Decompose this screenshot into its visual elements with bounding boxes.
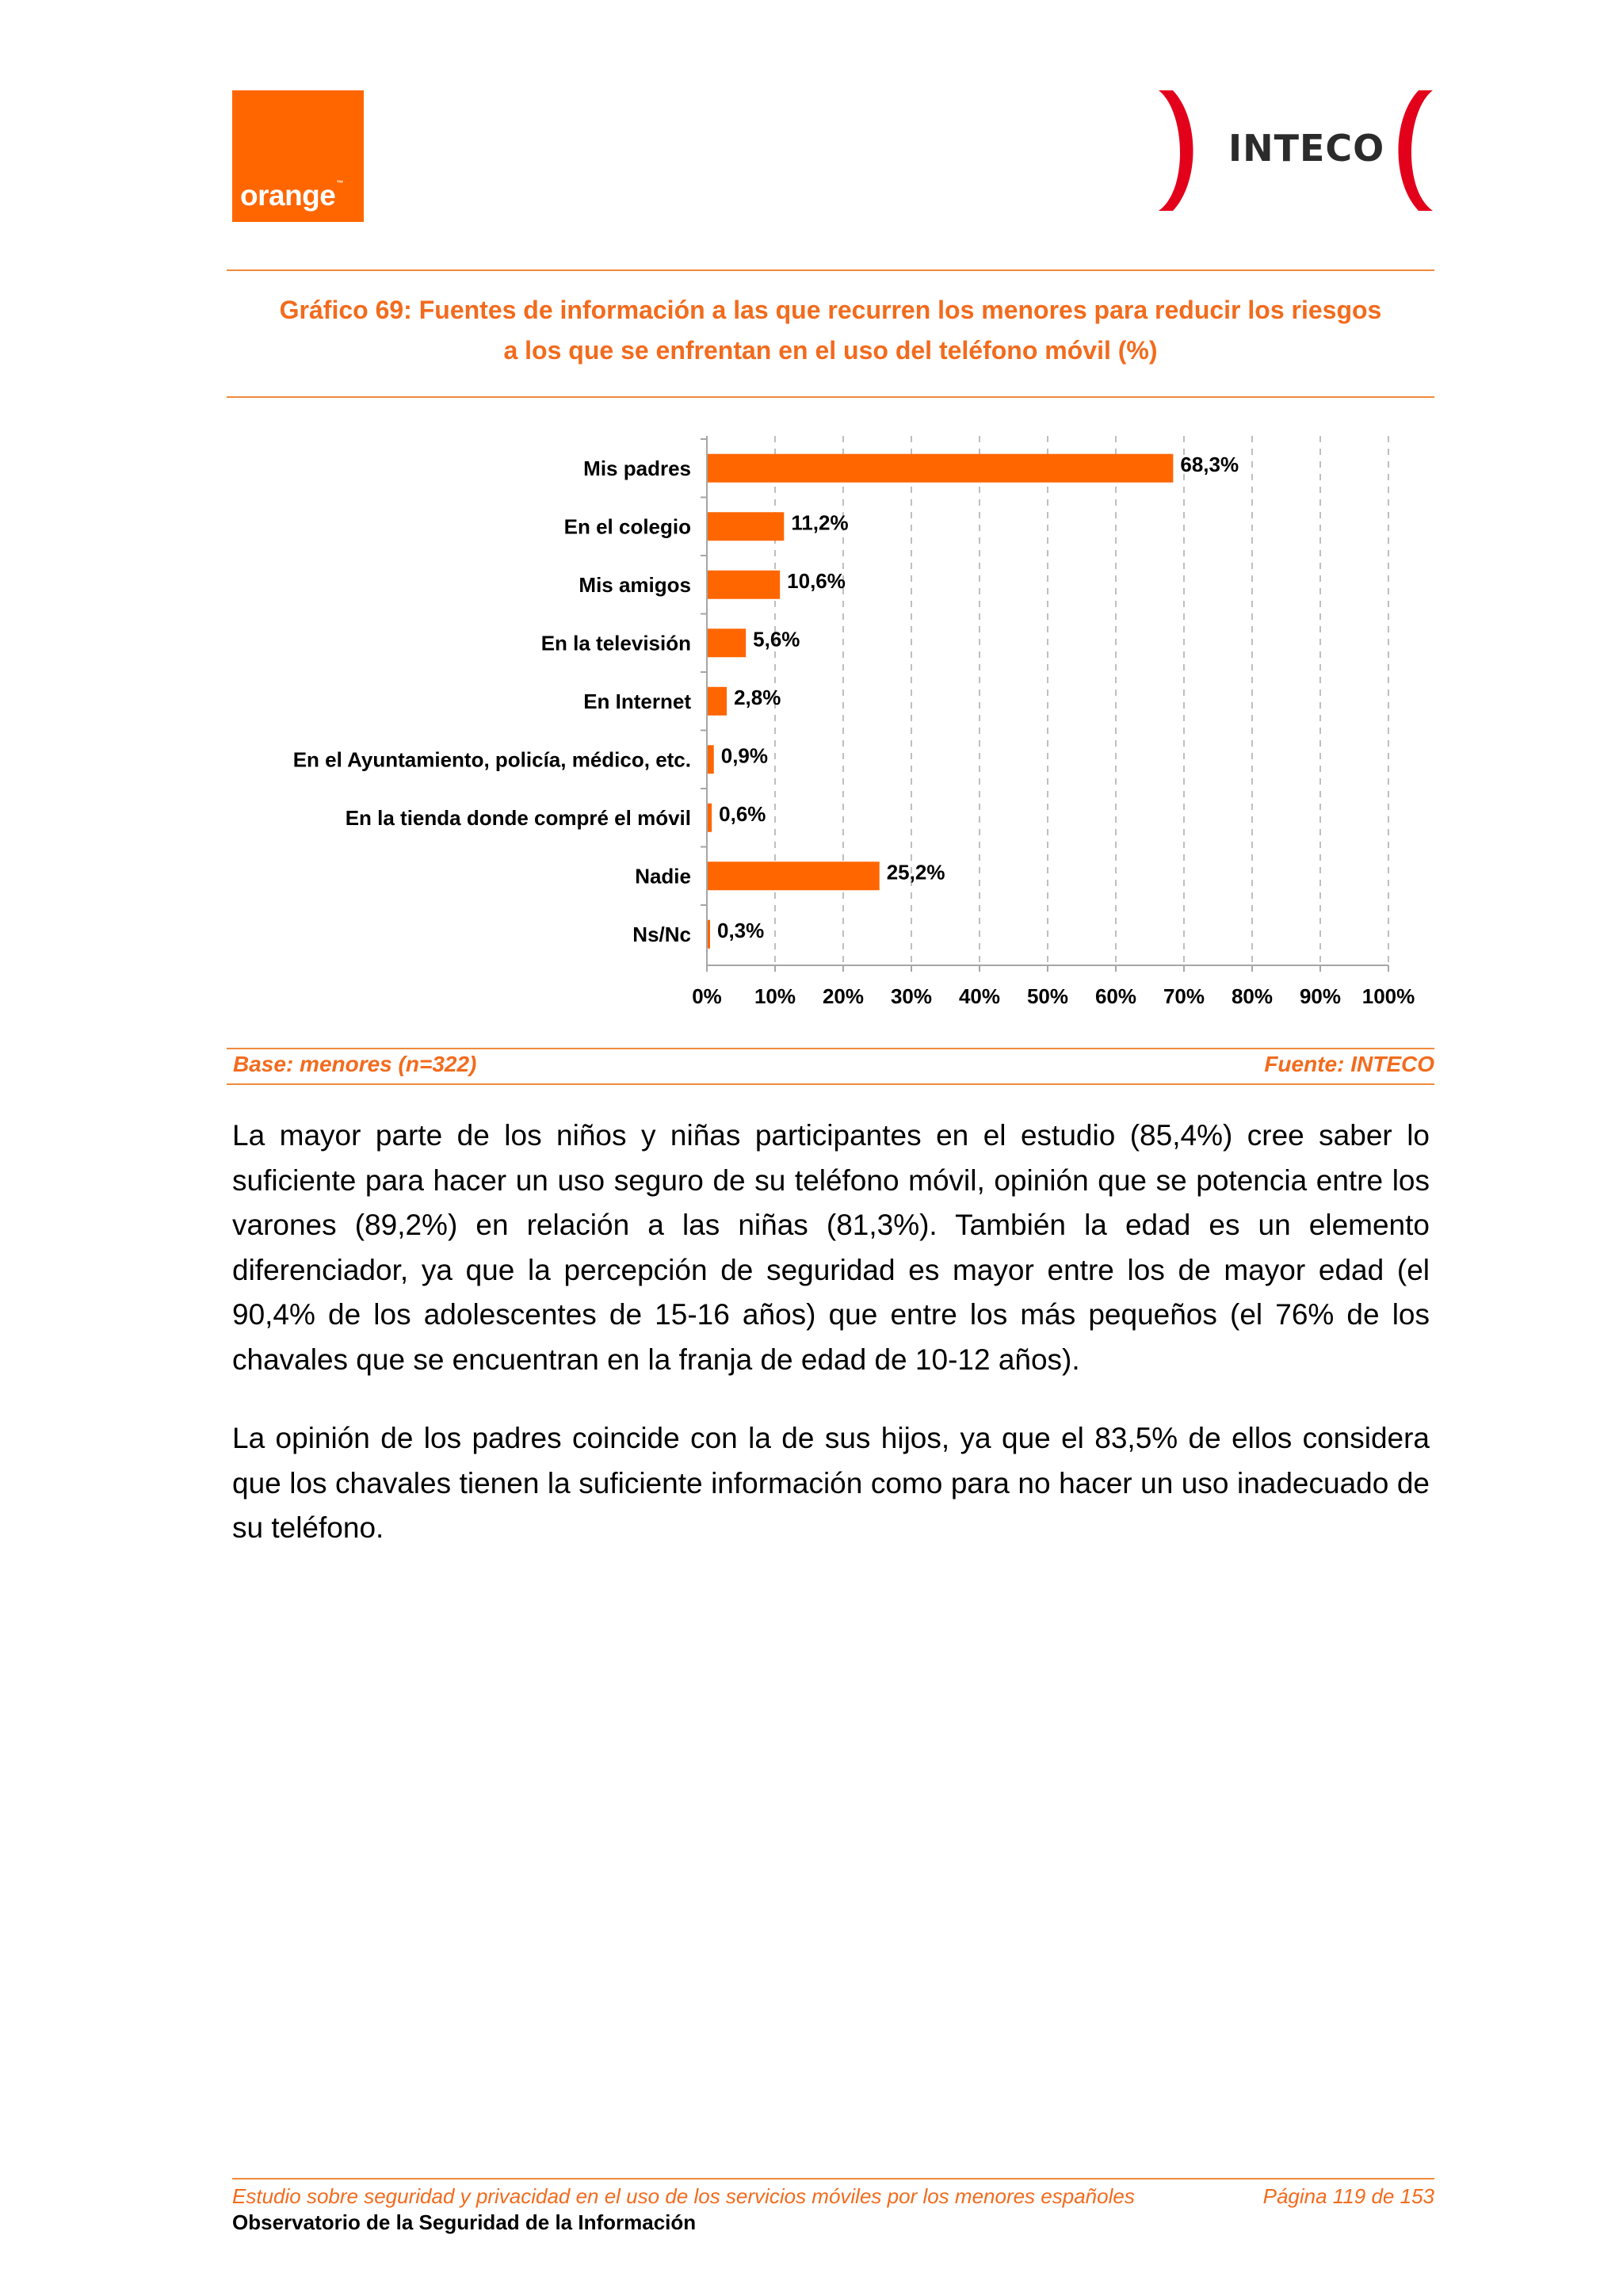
bar xyxy=(708,804,712,832)
title-bottom-rule xyxy=(227,396,1434,398)
category-label: En el colegio xyxy=(563,514,691,539)
bar-chart-svg xyxy=(227,420,1434,1022)
x-tick-label: 80% xyxy=(1231,984,1274,1008)
inteco-logo xyxy=(1149,87,1442,214)
bar xyxy=(708,920,710,949)
x-tick-label: 100% xyxy=(1361,984,1415,1008)
chart-title-line-2: a los que se enfrentan en el uso del teléfono móvil (%) xyxy=(503,336,1158,365)
x-tick-label: 50% xyxy=(1026,984,1069,1008)
bar xyxy=(708,454,1173,483)
x-tick-label: 70% xyxy=(1163,984,1205,1008)
category-label: En el Ayuntamiento, policía, médico, etc. xyxy=(292,747,691,772)
category-label: Nadie xyxy=(635,864,691,888)
orange-logo xyxy=(232,90,364,222)
chart-title xyxy=(227,290,1434,371)
source-note: Fuente: INTECO xyxy=(1264,1052,1434,1076)
x-tick-label: 10% xyxy=(754,984,796,1008)
value-label: 25,2% xyxy=(886,860,945,884)
x-tick-label: 40% xyxy=(958,984,1001,1008)
value-label: 11,2% xyxy=(791,510,849,535)
bar xyxy=(708,687,727,716)
chart-title-line-1: Gráfico 69: Fuentes de información a las que recurren los menores para reducir los riesgos xyxy=(279,296,1382,324)
inteco-logo-text: INTECO xyxy=(1228,127,1385,170)
bar xyxy=(708,745,714,774)
value-label: 0,3% xyxy=(717,918,765,942)
x-tick-label: 0% xyxy=(692,984,722,1008)
value-label: 2,8% xyxy=(734,685,781,709)
bar xyxy=(708,571,780,599)
value-label: 0,9% xyxy=(720,743,769,768)
x-tick-label: 60% xyxy=(1094,984,1137,1008)
orange-logo-text: orange™ xyxy=(240,179,343,212)
bar-chart xyxy=(227,420,1434,1022)
footer-observatory: Observatorio de la Seguridad de la Información xyxy=(232,2210,697,2234)
bar xyxy=(708,861,880,890)
x-tick-label: 30% xyxy=(890,984,933,1008)
category-label: Mis padres xyxy=(583,456,691,480)
title-top-rule xyxy=(227,269,1434,271)
paragraph-1: La mayor parte de los niños y niñas participantes en el estudio (85,4%) cree saber lo suficiente para hacer un uso seguro de su teléfono móvil, opinión que se potencia entre los varones (89,2%) en relación a las niñas (81,3%). También la edad es un elemento diferenciador, ya que la percepción de seguridad es mayor entre los de mayor edad (el 90,4% de los adolescentes de 15-16 años) que entre los más pequeños (el 76% de los chavales que se encuentran en la franja de edad de 10-12 años). xyxy=(232,1119,1430,1376)
x-tick-label: 90% xyxy=(1299,984,1342,1008)
footer-page-number: Página 119 de 153 xyxy=(1262,2184,1434,2208)
category-label: Mis amigos xyxy=(579,572,691,597)
base-top-rule xyxy=(227,1048,1434,1049)
category-label: Ns/Nc xyxy=(632,922,691,946)
bar xyxy=(708,628,746,657)
value-label: 0,6% xyxy=(719,801,766,826)
value-label: 10,6% xyxy=(787,568,846,593)
footer-study-title: Estudio sobre seguridad y privacidad en el uso de los servicios móviles por los menores españoles xyxy=(232,2184,1135,2208)
value-label: 68,3% xyxy=(1180,452,1239,476)
base-bottom-rule xyxy=(227,1083,1434,1085)
value-label: 5,6% xyxy=(753,627,800,651)
bar xyxy=(708,512,784,541)
paragraph-2: La opinión de los padres coincide con la de sus hijos, ya que el 83,5% de ellos considera que los chavales tienen la suficiente información como para no hacer un uso inadecuado de su teléfono. xyxy=(232,1422,1430,1544)
x-tick-label: 20% xyxy=(822,984,865,1008)
footer-rule xyxy=(232,2178,1434,2179)
base-note: Base: menores (n=322) xyxy=(233,1052,477,1076)
category-label: En la tienda donde compré el móvil xyxy=(345,805,691,830)
category-label: En Internet xyxy=(583,689,691,713)
category-label: En la televisión xyxy=(540,631,691,655)
